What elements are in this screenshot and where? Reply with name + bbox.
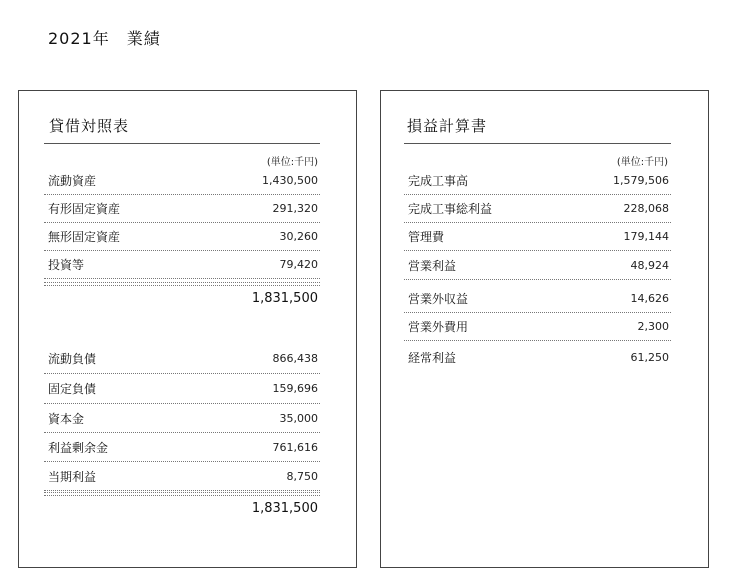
row-label: 利益剰余金 — [48, 440, 109, 455]
income-table-lower — [404, 285, 671, 373]
table-row — [44, 433, 320, 462]
table-row — [404, 341, 671, 373]
row-label: 投資等 — [48, 258, 85, 272]
table-row — [404, 313, 671, 341]
liabilities-total: 1,831,500 — [251, 501, 318, 516]
row-value: 1,430,500 — [262, 174, 318, 187]
row-value: 48,924 — [630, 258, 669, 272]
balance-sheet-heading: 貸借対照表 — [49, 117, 130, 135]
table-row — [44, 223, 320, 251]
row-label: 無形固定資産 — [48, 230, 121, 244]
row-label: 営業外費用 — [408, 320, 469, 334]
row-value: 866,438 — [272, 351, 318, 365]
row-value: 291,320 — [272, 202, 318, 215]
row-label: 当期利益 — [48, 469, 97, 484]
table-row — [404, 223, 671, 251]
row-value: 14,626 — [630, 292, 669, 305]
row-label: 流動資産 — [48, 174, 97, 188]
balance-sheet-panel — [18, 90, 357, 568]
row-value: 30,260 — [279, 230, 318, 243]
row-value: 61,250 — [630, 350, 669, 364]
assets-table — [44, 167, 320, 279]
row-value: 8,750 — [286, 469, 318, 483]
liabilities-table — [44, 343, 320, 491]
income-table-upper — [404, 167, 671, 280]
row-value: 2,300 — [637, 320, 669, 333]
row-value: 159,696 — [272, 382, 318, 395]
table-row — [404, 251, 671, 280]
heading-divider — [404, 143, 671, 144]
income-statement-heading: 損益計算書 — [407, 117, 488, 135]
table-row — [404, 167, 671, 195]
income-statement-panel — [380, 90, 709, 568]
total-divider — [44, 492, 320, 496]
row-label: 営業外収益 — [408, 292, 469, 306]
row-label: 管理費 — [408, 230, 445, 244]
total-divider — [44, 282, 320, 286]
row-label: 固定負債 — [48, 382, 97, 396]
row-value: 179,144 — [623, 230, 669, 243]
row-value: 35,000 — [279, 411, 318, 425]
table-row — [44, 195, 320, 223]
row-label: 完成工事高 — [408, 174, 469, 188]
unit-label: (単位:千円) — [616, 157, 668, 168]
table-row — [44, 343, 320, 374]
table-row — [44, 167, 320, 195]
row-label: 経常利益 — [408, 350, 457, 365]
heading-divider — [44, 143, 320, 144]
table-row — [404, 195, 671, 223]
row-value: 1,579,506 — [613, 174, 669, 187]
row-value: 228,068 — [623, 202, 669, 215]
table-row — [44, 404, 320, 433]
row-label: 営業利益 — [408, 258, 457, 273]
row-value: 79,420 — [279, 258, 318, 271]
table-row — [404, 285, 671, 313]
table-row — [44, 462, 320, 491]
row-label: 流動負債 — [48, 351, 97, 366]
row-value: 761,616 — [272, 440, 318, 454]
table-row — [44, 251, 320, 279]
row-label: 完成工事総利益 — [408, 202, 493, 216]
row-label: 資本金 — [48, 411, 85, 426]
assets-total: 1,831,500 — [251, 291, 318, 306]
table-row — [44, 374, 320, 404]
page-title: 2021年 業績 — [48, 29, 161, 48]
unit-label: (単位:千円) — [266, 157, 318, 168]
row-label: 有形固定資産 — [48, 202, 121, 216]
